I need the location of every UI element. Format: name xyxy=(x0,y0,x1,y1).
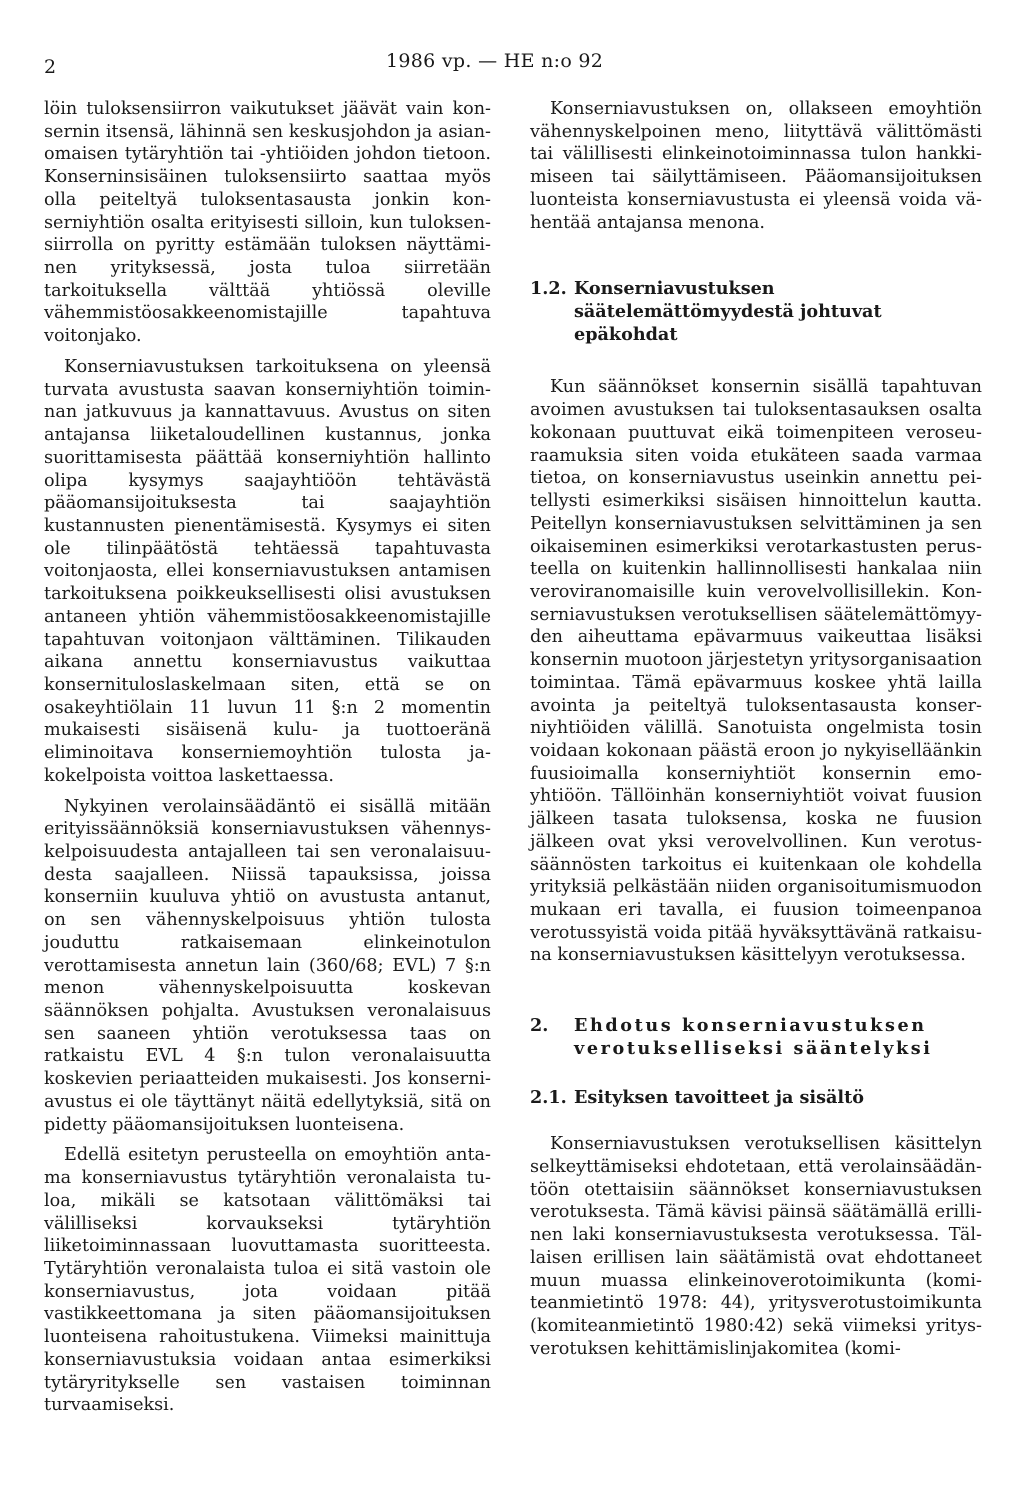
section-heading-2-1 xyxy=(530,1087,982,1110)
section-heading-1-2 xyxy=(530,278,982,346)
section-number: 2. xyxy=(530,1015,549,1037)
running-head: 1986 vp. — HE n:o 92 xyxy=(386,50,604,72)
right-column xyxy=(530,98,982,1361)
left-paragraph-1: löin tuloksensiirron vaikutukset jäävät vain konsernin itsensä, lähinnä sen keskusjohdon ja asianomaisen tytäryhtiön tai -yhtiöiden johdon tietoon. Konserninsisäinen tuloksensiirto saattaa myös olla peiteltyä tuloksentasausta jonkin konserniyhtiön osalta erityisesti silloin, kun tuloksensiirrolla on pyritty estämään tuloksen näyttäminen yrityksessä, josta tuloa siirretään tarkoituksella välttää yhtiössä oleville vähemmistöosakkeenomistajille tapahtuva voitonjako. xyxy=(44,99,491,347)
left-paragraph-2: Konserniavustuksen tarkoituksena on yleensä turvata avustusta saavan konserniyhtiön toiminnan jatkuvuus ja kannattavuus. Avustus on siten antajansa liiketaloudellinen kustannus, jonka suorittamisesta päättää konserniyhtiön hallinto olipa kysymys saajayhtiöön tehtävästä pääomansijoituksesta tai saajayhtiön kustannusten pienentämisestä. Kysymys ei siten ole tilinpäätöstä tehtäessä tapahtuvasta voitonjaosta, ellei konserniavustuksen antamisen tarkoituksena poikkeuksellisesti olisi avustuksen antaneen yhtiön vähemmistöosakkeenomistajille tapahtuvan voitonjaon välttäminen. Tilikauden aikana annettu konserniavustus vaikuttaa konsernituloslaskelmaan siten, että se on osakeyhtiölain 11 luvun 11 §:n 2 momentin mukaisesti sisäisenä kulu- ja tuottoeränä eliminoitava konserniemoyhtiön tulosta jakokelpoista voittoa laskettaessa. xyxy=(44,356,491,786)
section-title: Konserniavustuksen säätelemättömyydestä johtuvat epäkohdat xyxy=(574,278,882,345)
right-paragraph-1: Konserniavustuksen on, ollakseen emoyhtiön vähennyskelpoinen meno, liityttävä välittömästi tai välillisesti elinkeinotoiminnassa tulon hankkimiseen tai säilyttämiseen. Pääomansijoituksen luonteista konserniavustusta ei yleensä voida vähentää antajansa menona. xyxy=(530,99,982,233)
section-title: Ehdotus konserniavustuksen verotukselliseksi sääntelyksi xyxy=(574,1015,933,1059)
section-heading-2 xyxy=(530,1015,982,1060)
section-title: Esityksen tavoitteet ja sisältö xyxy=(574,1086,864,1108)
left-column xyxy=(44,98,491,1417)
left-paragraph-3: Nykyinen verolainsäädäntö ei sisällä mitään erityissäännöksiä konserniavustuksen vähennyskelpoisuudesta antajalleen tai sen veronalaisuudesta saajalleen. Niissä tapauksissa, joissa konserniin kuuluva yhtiö on avustusta antanut, on sen vähennyskelpoisuus yhtiön tulosta jouduttu ratkaisemaan elinkeinotulon verottamisesta annetun lain (360/68; EVL) 7 §:n menon vähennyskelpoisuutta koskevan säännöksen pohjalta. Avustuksen veronalaisuus sen saaneen yhtiön verotuksessa taas on ratkaistu EVL 4 §:n tulon veronalaisuutta koskevien periaatteiden mukaisesti. Jos konserniavustus ei ole täyttänyt näitä edellytyksiä, sitä on pidetty pääomansijoituksen luonteisena. xyxy=(44,796,491,1135)
section-number: 2.1. xyxy=(530,1086,567,1108)
page-number: 2 xyxy=(44,56,57,78)
right-paragraph-2: Kun säännökset konsernin sisällä tapahtuvan avoimen avustuksen tai tuloksentasauksen osalta kokonaan puuttuvat eikä toimenpiteen veroseuraamuksia siten voida etukäteen saada varmaa tietoa, on konserniavustus useinkin annettu peitellysti esimerkiksi sisäisen hinnoittelun kautta. Peitellyn konserniavustuksen selvittäminen ja sen oikaiseminen esimerkiksi verotarkastusten perusteella on kuitenkin hallinnollisesti hankalaa niin veroviranomaisille kuin verovelvollisillekin. Konserniavustuksen verotuksellisen säätelemättömyyden aiheuttama epävarmuus vaikeuttaa lisäksi konsernin muotoon järjestetyn yritysorganisaation toimintaa. Tämä epävarmuus koskee yhtä lailla avointa ja peiteltyä tuloksentasausta konserniyhtiöiden välillä. Sanotuista ongelmista tosin voidaan kokonaan päästä eroon jo nykyiselläänkin fuusioimalla konserniyhtiöt konsernin emoyhtiöön. Tällöinhän konserniyhtiöt voivat fuusion jälkeen tasata tuloksensa, koska ne fuusion jälkeen ovat yksi verovelvollinen. Kun verotussäännösten tarkoitus ei kuitenkaan ole kohdella yrityksiä pelkästään niiden organisoitumismuodon mukaan eri tavalla, ei fuusion toimeenpanoa verotussyistä voida pitää hyväksyttävänä ratkaisuna konserniavustuksen käsittelyyn verotuksessa. xyxy=(530,377,982,966)
left-paragraph-4: Edellä esitetyn perusteella on emoyhtiön antama konserniavustus tytäryhtiön veronalaista tuloa, mikäli se katsotaan välittömäksi tai välilliseksi korvaukseksi tytäryhtiön liiketoiminnassaan luovuttamasta suoritteesta. Tytäryhtiön veronalaista tuloa ei sitä vastoin ole konserniavustus, jota voidaan pitää vastikkeettomana ja siten pääomansijoituksen luonteisena rahoitustukena. Viimeksi mainittuja konserniavustuksia voidaan antaa esimerkiksi tytäryritykselle sen vastaisen toiminnan turvaamiseksi. xyxy=(44,1145,491,1416)
section-number: 1.2. xyxy=(530,278,567,300)
right-paragraph-3: Konserniavustuksen verotuksellisen käsittelyn selkeyttämiseksi ehdotetaan, että verolainsäädäntöön otettaisiin säännökset konserniavustuksen verotuksesta. Tämä kävisi päinsä säätämällä erillinen laki konserniavustuksesta verotuksessa. Tällaisen erillisen lain säätämistä ovat ehdottaneet muun muassa elinkeinoverotoimikunta (komiteanmietintö 1978: 44), yritysverotustoimikunta (komiteanmietintö 1980:42) sekä viimeksi yritysverotuksen kehittämislinjakomitea (komi- xyxy=(530,1134,982,1359)
